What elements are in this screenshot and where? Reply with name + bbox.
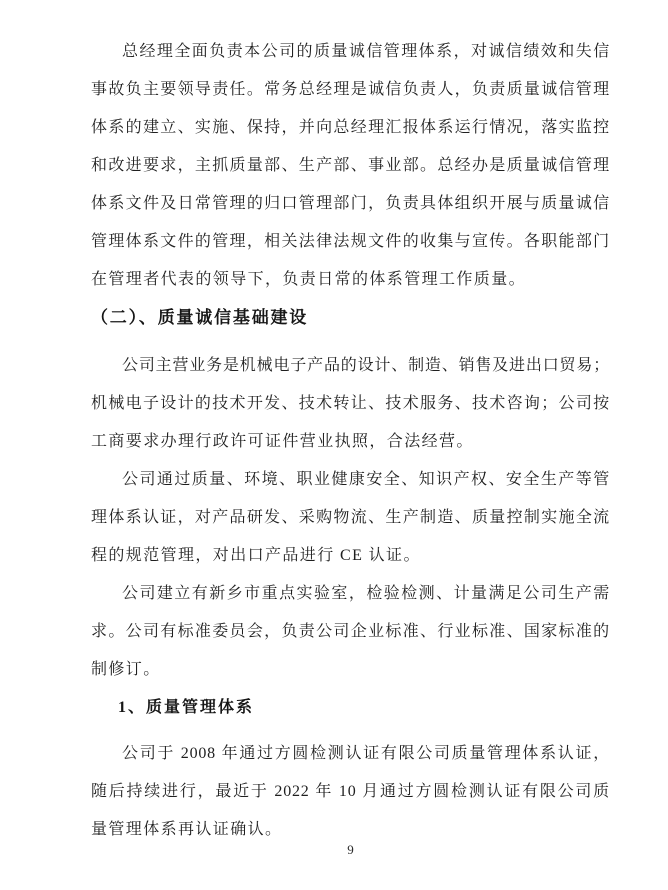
paragraph-line: 公司主营业务是机械电子产品的设计、制造、销售及进出口贸易； — [122, 357, 610, 374]
page-number: 9 — [347, 842, 354, 857]
paragraph-responsibilities — [91, 33, 610, 299]
paragraph-laboratory-standards — [91, 575, 610, 689]
paragraph-line: 体系的建立、实施、保持，并向总经理汇报体系运行情况，落实监控 — [91, 119, 610, 136]
subsection-heading-quality-management-system: 1、质量管理体系 — [118, 699, 255, 716]
paragraph-line: 公司通过质量、环境、职业健康安全、知识产权、安全生产等管 — [122, 471, 610, 488]
paragraph-line: 和改进要求，主抓质量部、生产部、事业部。总经办是质量诚信管理 — [91, 157, 610, 174]
paragraph-line: 在管理者代表的领导下，负责日常的体系管理工作质量。 — [91, 271, 527, 288]
paragraph-line: 求。公司有标准委员会，负责公司企业标准、行业标准、国家标准的 — [91, 623, 610, 640]
paragraph-line: 公司于 2008 年通过方圆检测认证有限公司质量管理体系认证， — [122, 745, 610, 762]
paragraph-line: 机械电子设计的技术开发、技术转让、技术服务、技术咨询；公司按 — [91, 395, 610, 412]
paragraph-line: 随后持续进行，最近于 2022 年 10 月通过方圆检测认证有限公司质 — [91, 783, 610, 800]
paragraph-line: 事故负主要领导责任。常务总经理是诚信负责人，负责质量诚信管理 — [91, 81, 610, 98]
paragraph-line: 理体系认证，对产品研发、采购物流、生产制造、质量控制实施全流 — [91, 509, 610, 526]
paragraph-line: 程的规范管理，对出口产品进行 CE 认证。 — [91, 547, 421, 564]
paragraph-line: 总经理全面负责本公司的质量诚信管理体系，对诚信绩效和失信 — [122, 43, 610, 60]
paragraph-line: 制修订。 — [91, 661, 161, 678]
paragraph-qms-certification — [91, 735, 610, 849]
paragraph-line: 体系文件及日常管理的归口管理部门，负责具体组织开展与质量诚信 — [91, 195, 610, 212]
section-heading-quality-integrity-foundation: （二）、质量诚信基础建设 — [91, 308, 309, 327]
paragraph-line: 量管理体系再认证确认。 — [91, 821, 283, 838]
paragraph-line: 工商要求办理行政许可证件营业执照，合法经营。 — [91, 433, 474, 450]
paragraph-certifications — [91, 461, 610, 575]
paragraph-line: 公司建立有新乡市重点实验室，检验检测、计量满足公司生产需 — [122, 585, 610, 602]
paragraph-line: 管理体系文件的管理，相关法律法规文件的收集与宣传。各职能部门 — [91, 233, 610, 250]
document-body — [91, 33, 610, 849]
paragraph-main-business — [91, 347, 610, 461]
